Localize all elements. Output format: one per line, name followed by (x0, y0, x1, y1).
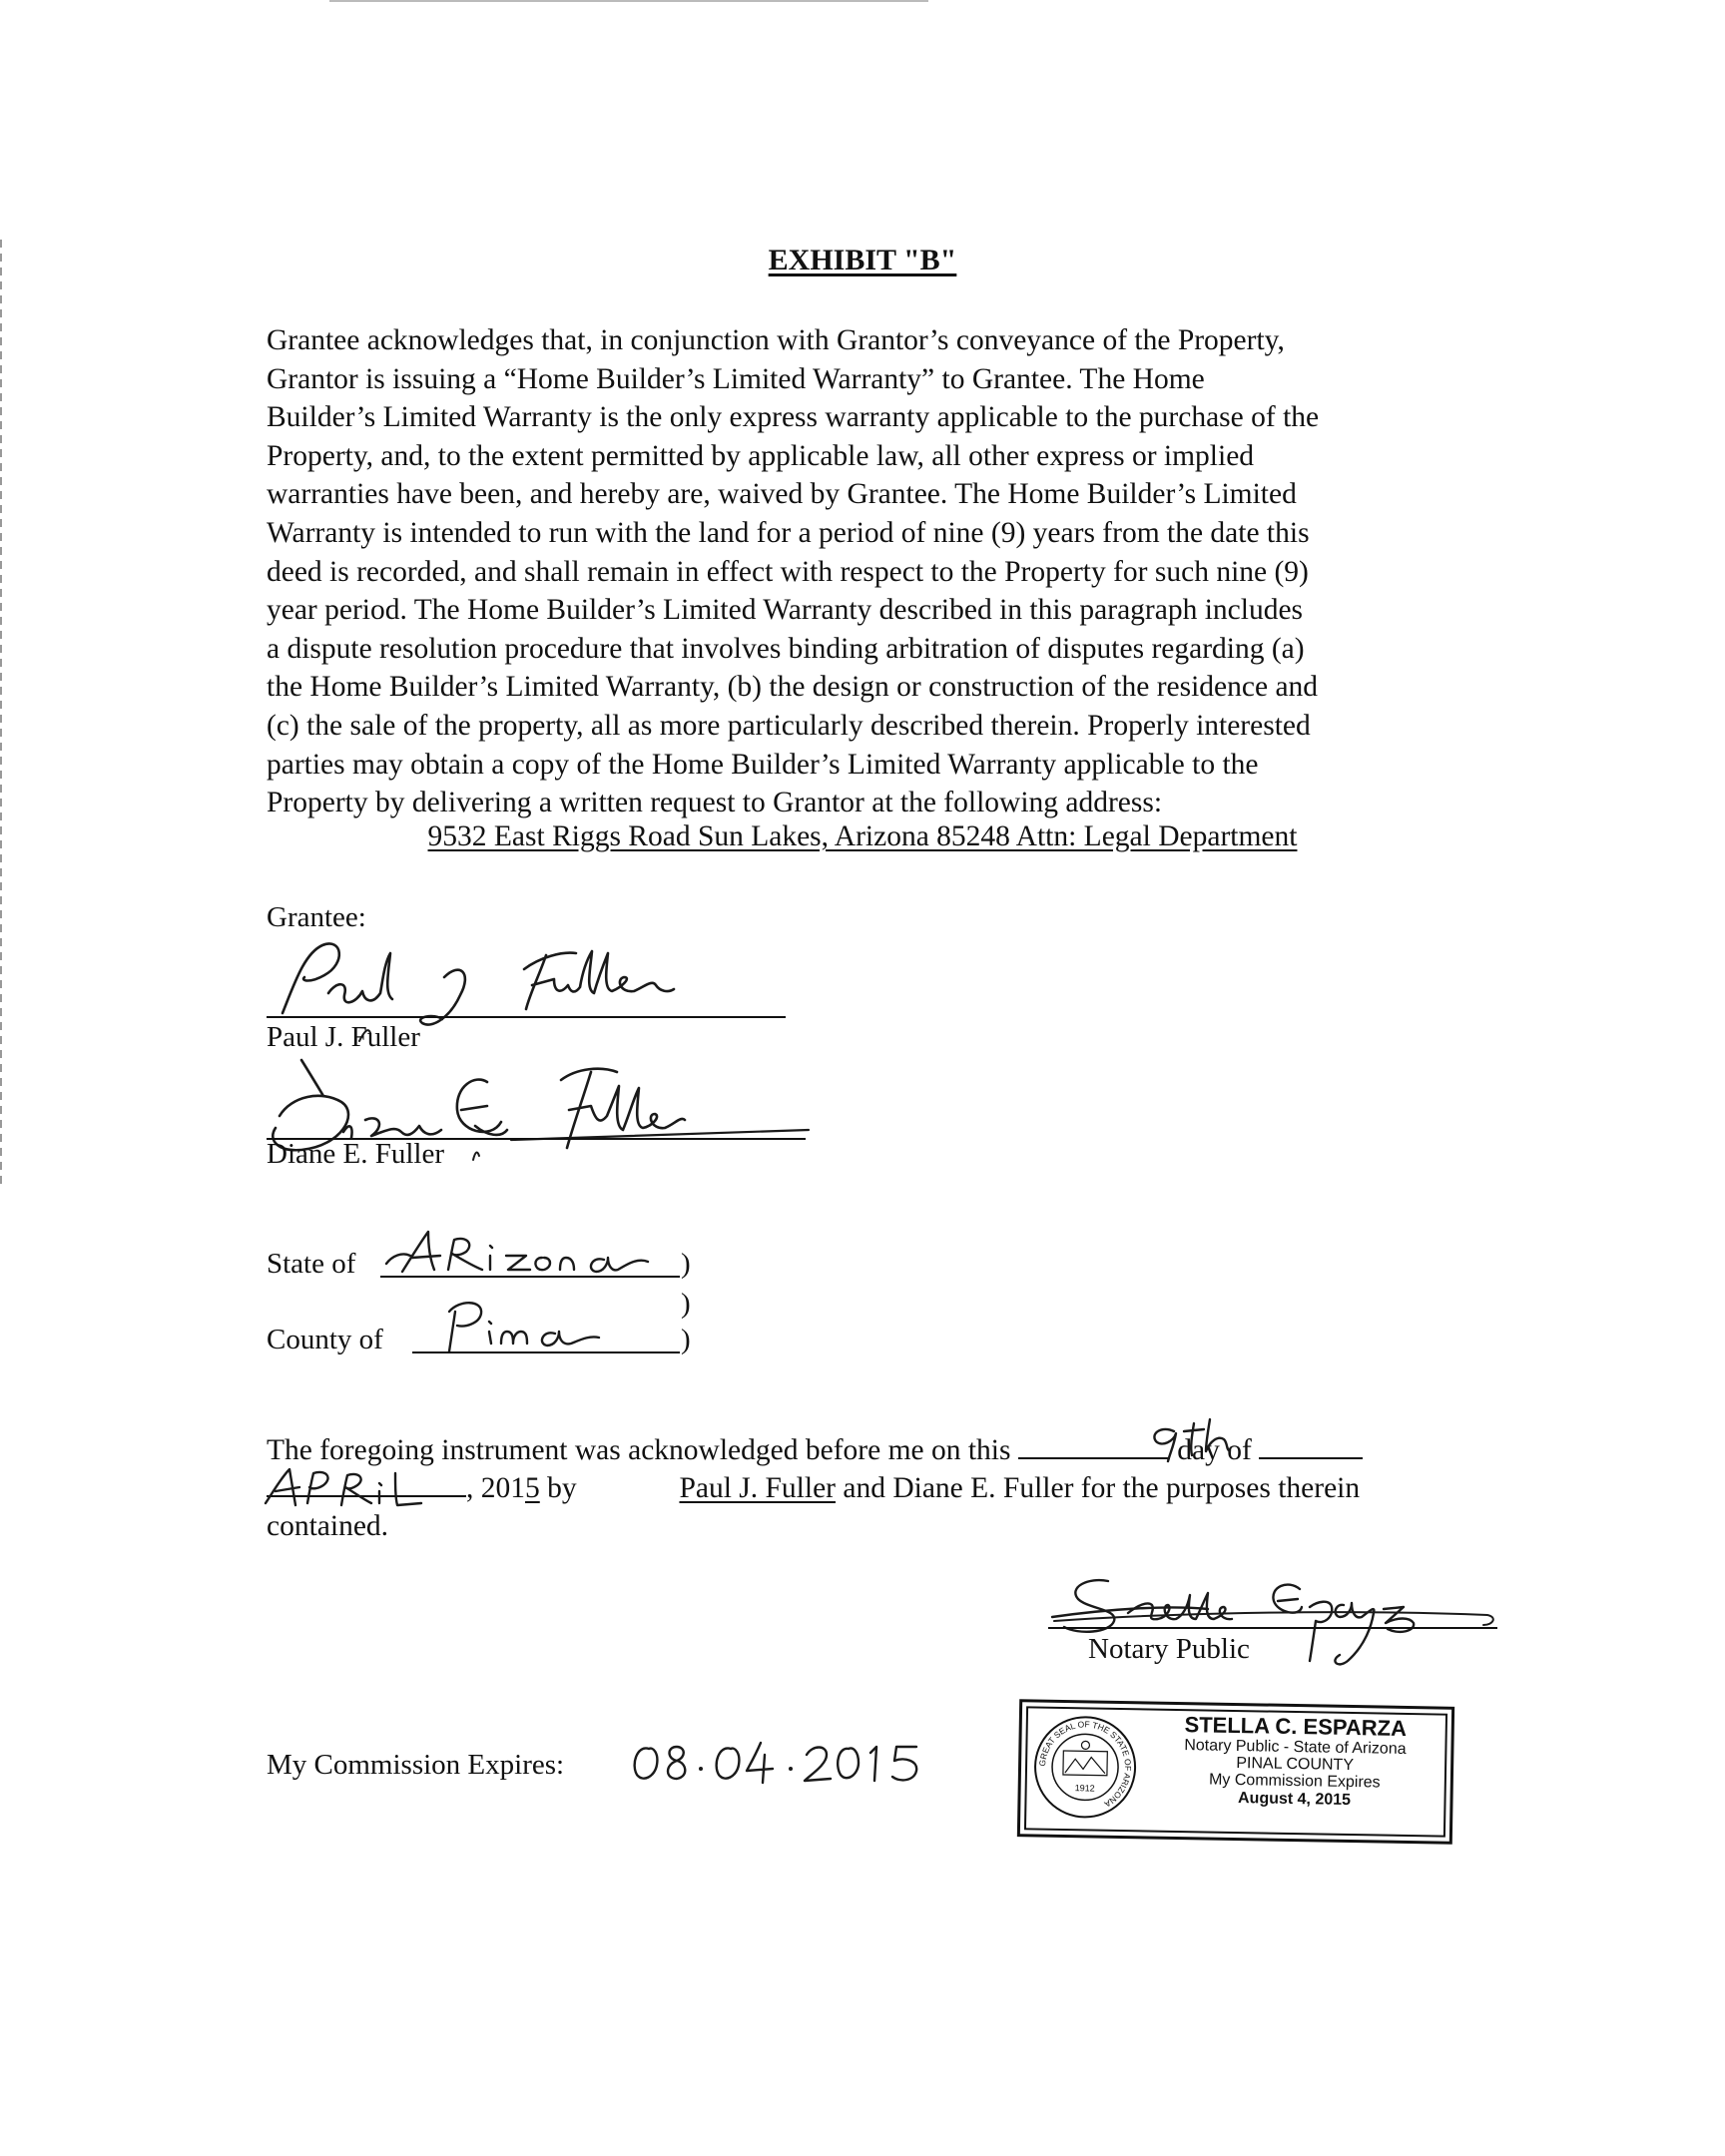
state-line (380, 1276, 680, 1278)
handwritten-month-april (262, 1463, 461, 1513)
notary-name: STELLA C. ESPARZA (1184, 1712, 1408, 1741)
scan-artifact-top (329, 0, 928, 2)
day-of-label: day of (1177, 1434, 1252, 1466)
notary-stamp (1017, 1699, 1454, 1845)
acknowledgment-text-1: The foregoing instrument was acknowledged before me on this (267, 1434, 1011, 1466)
paragraph-line: year period. The Home Builder’s Limited Warranty described in this paragraph includes (267, 594, 1304, 627)
paragraph-line: a dispute resolution procedure that involves binding arbitration of disputes regarding (a) (267, 632, 1305, 665)
county-handwritten-pima (439, 1294, 659, 1355)
notary-public-label: Notary Public (1088, 1633, 1250, 1665)
scan-artifact-left (0, 240, 2, 1188)
warranty-paragraph (267, 321, 1504, 822)
paragraph-line: deed is recorded, and shall remain in effect with respect to the Property for such nine (9) (267, 555, 1309, 588)
stamp-line-3: PINAL COUNTY (1236, 1755, 1355, 1775)
signature-line-paul (267, 1016, 786, 1018)
arizona-state-seal (1032, 1714, 1138, 1820)
county-line (412, 1351, 680, 1353)
paragraph-line: Property, and, to the extent permitted by applicable law, all other express or implied (267, 439, 1255, 472)
stamp-text (1148, 1712, 1441, 1810)
exhibit-title: EXHIBIT "B" (768, 244, 957, 276)
grantee-label: Grantee: (267, 901, 366, 933)
grantor-address-text: 9532 East Riggs Road Sun Lakes, Arizona 85248 Attn: Legal Department (427, 820, 1298, 852)
grantor-address (0, 820, 1725, 853)
handwritten-day-9th (1144, 1417, 1294, 1467)
state-label: State of (267, 1248, 356, 1280)
signer-name-paul: Paul J. Fuller (267, 1021, 420, 1053)
signer-name-diane: Diane E. Fuller (267, 1138, 444, 1170)
acknowledgment-text-2: and Diane E. Fuller for the purposes therein (836, 1472, 1361, 1504)
handwritten-commission-date (627, 1735, 926, 1791)
year-prefix: , 201 (466, 1472, 525, 1504)
paragraph-line: Builder’s Limited Warranty is the only express warranty applicable to the purchase of the (267, 401, 1320, 434)
by-label: by (539, 1472, 584, 1504)
paragraph-line: the Home Builder’s Limited Warranty, (b) the design or construction of the residence and (267, 671, 1319, 704)
acknowledgment-line-3: contained. (267, 1510, 389, 1542)
county-label: County of (267, 1324, 383, 1355)
seal-year: 1912 (1074, 1783, 1095, 1794)
stamp-line-5: August 4, 2015 (1237, 1789, 1352, 1809)
paragraph-line: Property by delivering a written request to Grantor at the following address: (267, 787, 1163, 819)
paragraph-line: warranties have been, and hereby are, waived by Grantee. The Home Builder’s Limited (267, 478, 1297, 511)
paragraph-line: parties may obtain a copy of the Home Builder’s Limited Warranty applicable to the (267, 748, 1259, 781)
paragraph-line: (c) the sale of the property, all as more particularly described therein. Properly interested (267, 709, 1311, 742)
venue-bracket-2: ) (681, 1288, 691, 1320)
seal-ring-text: GREAT SEAL OF THE STATE OF ARIZONA (1036, 1719, 1134, 1810)
stamp-line-4: My Commission Expires (1208, 1771, 1381, 1792)
notary-signature-line (1048, 1627, 1497, 1629)
venue-bracket-1: ) (681, 1248, 691, 1280)
year-digit: 5 (525, 1472, 540, 1504)
acknowledged-names: Paul J. Fuller (679, 1472, 836, 1504)
stamp-line-2: Notary Public - State of Arizona (1184, 1736, 1407, 1758)
commission-expires-label: My Commission Expires: (267, 1749, 565, 1781)
paragraph-line: Grantor is issuing a “Home Builder’s Limited Warranty” to Grantee. The Home (267, 362, 1205, 395)
paragraph-line: Warranty is intended to run with the land for a period of nine (9) years from the date this (267, 516, 1310, 549)
venue-bracket-3: ) (681, 1324, 691, 1355)
paragraph-line: Grantee acknowledges that, in conjunction with Grantor’s conveyance of the Property, (267, 324, 1285, 356)
